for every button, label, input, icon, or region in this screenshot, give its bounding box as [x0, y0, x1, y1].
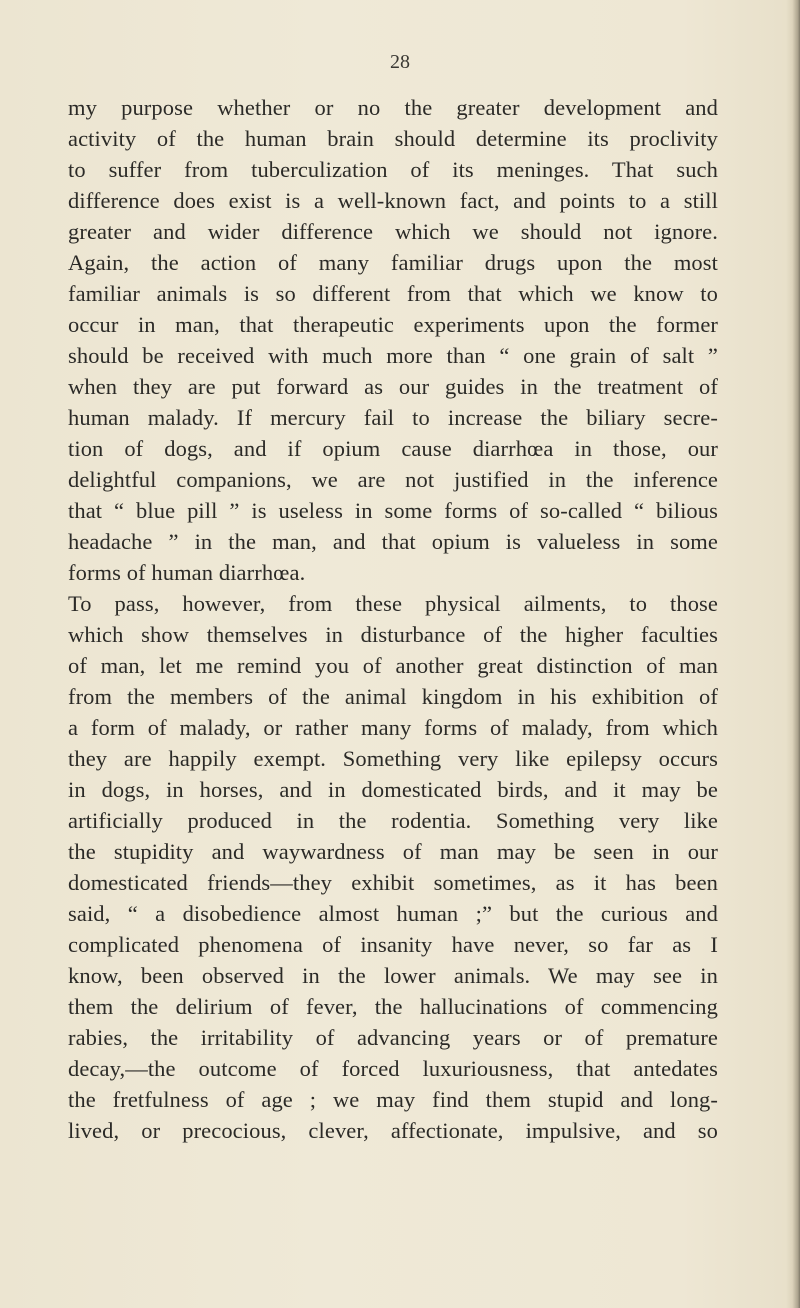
text-line: rabies, the irritability of advancing years or of premature [68, 1025, 718, 1050]
text-line: know, been observed in the lower animals. We may see in [68, 963, 718, 988]
text-line: decay,—the outcome of forced luxuriousness, that antedates [68, 1056, 718, 1081]
text-line: human malady. If mercury fail to increase the biliary secre- [68, 405, 718, 430]
text-line: the fretfulness of age ; we may find them stupid and long- [68, 1087, 718, 1112]
text-line: from the members of the animal kingdom in his exhibition of [68, 684, 718, 709]
text-line: headache ” in the man, and that opium is valueless in some [68, 529, 718, 554]
text-line: of man, let me remind you of another great distinction of man [68, 653, 718, 678]
text-line: a form of malady, or rather many forms of malady, from which [68, 715, 718, 740]
text-line: the stupidity and waywardness of man may be seen in our [68, 839, 718, 864]
text-line: which show themselves in disturbance of the higher faculties [68, 622, 718, 647]
text-line: difference does exist is a well-known fact, and points to a still [68, 188, 718, 213]
text-line: tion of dogs, and if opium cause diarrhœa in those, our [68, 436, 718, 461]
text-line: delightful companions, we are not justified in the inference [68, 467, 718, 492]
text-line: familiar animals is so different from that which we know to [68, 281, 718, 306]
text-line: Again, the action of many familiar drugs upon the most [68, 250, 718, 275]
text-line: that “ blue pill ” is useless in some forms of so-called “ bilious [68, 498, 718, 523]
text-line: activity of the human brain should determine its proclivity [68, 126, 718, 151]
text-line: in dogs, in horses, and in domesticated birds, and it may be [68, 777, 718, 802]
text-line: said, “ a disobedience almost human ;” but the curious and [68, 901, 718, 926]
text-line: when they are put forward as our guides in the treatment of [68, 374, 718, 399]
text-line: complicated phenomena of insanity have never, so far as I [68, 932, 718, 957]
text-line: greater and wider difference which we should not ignore. [68, 219, 718, 244]
text-line: artificially produced in the rodentia. Something very like [68, 808, 718, 833]
page-number: 28 [390, 51, 410, 73]
page-edge-shadow [786, 0, 800, 1308]
text-line: occur in man, that therapeutic experiments upon the former [68, 312, 718, 337]
text-line: they are happily exempt. Something very like epilepsy occurs [68, 746, 718, 771]
text-line: them the delirium of fever, the hallucinations of commencing [68, 994, 718, 1019]
body-text [68, 92, 718, 1146]
text-line: to suffer from tuberculization of its meninges. That such [68, 157, 718, 182]
text-line-paragraph-start: To pass, however, from these physical ailments, to those [68, 591, 718, 616]
text-line: lived, or precocious, clever, affectionate, impulsive, and so [68, 1118, 718, 1143]
text-line: my purpose whether or no the greater development and [68, 95, 718, 120]
text-line: domesticated friends—they exhibit sometimes, as it has been [68, 870, 718, 895]
text-line-paragraph-end: forms of human diarrhœa. [68, 560, 306, 585]
text-line: should be received with much more than “ one grain of salt ” [68, 343, 718, 368]
